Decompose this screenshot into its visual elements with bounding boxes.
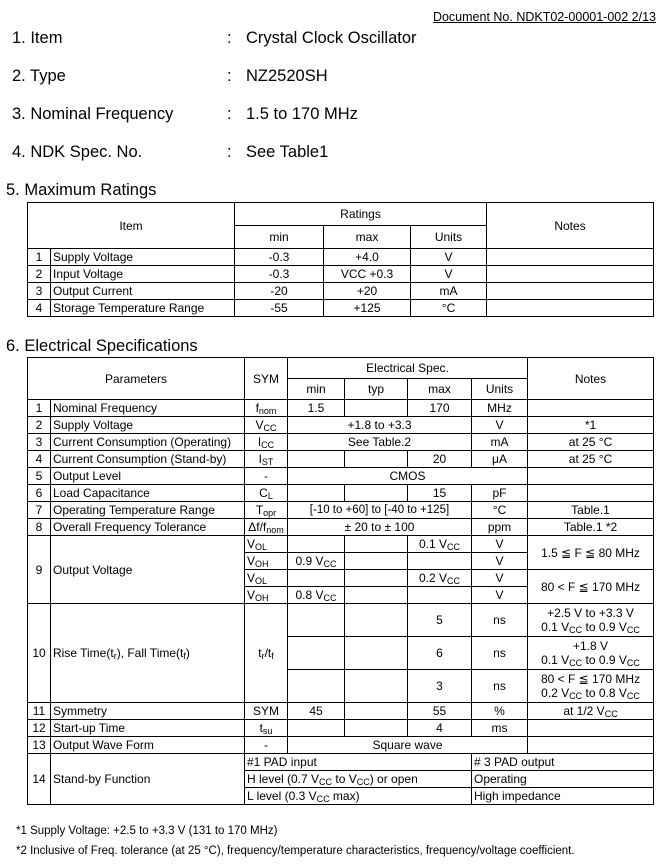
row-typ: [345, 587, 408, 604]
table-row: [28, 536, 654, 553]
row-max: 0.2 $V_{CC}$: [408, 570, 472, 587]
row-notes: 80 < F ≦ 170 MHz: [528, 570, 654, 604]
row-typ: [345, 570, 408, 587]
header-units: Units: [472, 379, 528, 400]
header-item: Item: [28, 203, 235, 249]
row-min: [288, 720, 345, 737]
row-parameter: Start-up Time: [51, 720, 245, 737]
row-max: 3: [408, 670, 472, 703]
row-min: -55: [235, 300, 324, 317]
header-notes: Notes: [487, 203, 654, 249]
header-max: max: [324, 226, 411, 249]
row-sym: $I_{ST}$: [245, 451, 288, 468]
row-min: [288, 536, 345, 553]
row-number: 13: [28, 737, 51, 754]
row-sym: $V_{CC}$: [245, 417, 288, 434]
row-typ: [345, 703, 408, 720]
row-max: 4: [408, 720, 472, 737]
row-parameter: Symmetry: [51, 703, 245, 720]
frequency-value: 1.5 to 170 MHz: [246, 105, 358, 123]
table-row: [28, 417, 654, 434]
row-notes: at 25 °C: [528, 451, 654, 468]
row-number: 8: [28, 519, 51, 536]
row-sym: $I_{CC}$: [245, 434, 288, 451]
row-max: 5: [408, 604, 472, 637]
row-max: [408, 587, 472, 604]
row-min: -0.3: [235, 249, 324, 266]
row-number: 3: [28, 283, 51, 300]
row-units: °C: [411, 300, 487, 317]
row-notes: +2.5 V to +3.3 V 0.1 $V_{CC}$ to 0.9 $V_{CC}$: [528, 604, 654, 637]
row-number: 5: [28, 468, 51, 485]
row-units: mA: [472, 434, 528, 451]
type-label: 2. Type: [12, 67, 66, 85]
row-min: [288, 637, 345, 670]
row-sym: $t_r/t_f$: [245, 604, 288, 703]
row-notes: [528, 737, 654, 754]
row-parameter: Overall Frequency Tolerance: [51, 519, 245, 536]
row-notes: [487, 300, 654, 317]
row-number: 10: [28, 604, 51, 703]
header-notes: Notes: [528, 358, 654, 400]
row-sym: $V_{OL}$: [245, 570, 288, 587]
standby-output: # 3 PAD output: [472, 754, 654, 771]
row-min: 1.5: [288, 400, 345, 417]
row-item: Storage Temperature Range: [51, 300, 235, 317]
row-parameter: Stand-by Function: [51, 754, 245, 805]
row-min: [288, 670, 345, 703]
max-ratings-table: [27, 202, 654, 317]
row-value: ± 20 to ± 100: [288, 519, 472, 536]
row-notes: *1: [528, 417, 654, 434]
row-parameter: Current Consumption (Stand-by): [51, 451, 245, 468]
item-value: Crystal Clock Oscillator: [246, 29, 417, 47]
row-notes: [487, 266, 654, 283]
table-row: [28, 485, 654, 502]
elec-spec-title: 6. Electrical Specifications: [6, 337, 198, 355]
row-item: Supply Voltage: [51, 249, 235, 266]
electrical-spec-table: [27, 357, 654, 805]
row-units: MHz: [472, 400, 528, 417]
header-typ: typ: [345, 379, 408, 400]
table-row: [28, 754, 654, 771]
row-min: 0.8 $V_{CC}$: [288, 587, 345, 604]
row-number: 3: [28, 434, 51, 451]
row-sym: -: [245, 468, 288, 485]
row-value: CMOS: [288, 468, 528, 485]
max-ratings-title: 5. Maximum Ratings: [6, 181, 157, 199]
table-row: [28, 249, 654, 266]
row-notes: [528, 468, 654, 485]
row-max: +4.0: [324, 249, 411, 266]
row-units: V: [411, 249, 487, 266]
table-row: [28, 451, 654, 468]
row-units: %: [472, 703, 528, 720]
colon: :: [227, 67, 232, 85]
row-notes: [487, 283, 654, 300]
row-units: V: [472, 536, 528, 553]
row-max: 55: [408, 703, 472, 720]
row-notes: Table.1: [528, 502, 654, 519]
row-typ: [345, 400, 408, 417]
row-max: VCC +0.3: [324, 266, 411, 283]
row-notes: [528, 720, 654, 737]
row-value: [-10 to +60] to [-40 to +125]: [288, 502, 472, 519]
row-parameter: Load Capacitance: [51, 485, 245, 502]
row-typ: [345, 720, 408, 737]
row-notes: 1.5 ≦ F ≦ 80 MHz: [528, 536, 654, 570]
row-units: μA: [472, 451, 528, 468]
row-units: °C: [472, 502, 528, 519]
row-notes: [487, 249, 654, 266]
row-typ: [345, 637, 408, 670]
row-parameter: Supply Voltage: [51, 417, 245, 434]
row-min: 0.9 $V_{CC}$: [288, 553, 345, 570]
row-typ: [345, 553, 408, 570]
row-min: -0.3: [235, 266, 324, 283]
row-max: 15: [408, 485, 472, 502]
footnote: *2 Inclusive of Freq. tolerance (at 25 °C), frequency/temperature characteristics, frequency/voltage coefficient.: [16, 845, 575, 857]
row-sym: $C_L$: [245, 485, 288, 502]
spec-no-label: 4. NDK Spec. No.: [12, 143, 143, 161]
row-units: V: [472, 587, 528, 604]
row-sym: $V_{OH}$: [245, 587, 288, 604]
row-typ: [345, 536, 408, 553]
row-notes: [528, 400, 654, 417]
type-value: NZ2520SH: [246, 67, 328, 85]
standby-input: H level (0.7 $V_{CC}$ to $V_{CC}$) or open: [245, 771, 472, 788]
table-row: [28, 737, 654, 754]
row-typ: [345, 604, 408, 637]
row-units: V: [472, 570, 528, 587]
row-value: See Table.2: [288, 434, 472, 451]
row-number: 2: [28, 266, 51, 283]
header-max: max: [408, 379, 472, 400]
row-number: 1: [28, 249, 51, 266]
row-max: [408, 553, 472, 570]
row-min: [288, 604, 345, 637]
row-units: V: [472, 417, 528, 434]
header-parameters: Parameters: [28, 358, 245, 400]
row-sym: $V_{OH}$: [245, 553, 288, 570]
spec-no-value: See Table1: [246, 143, 329, 161]
row-number: 12: [28, 720, 51, 737]
table-row: [28, 400, 654, 417]
standby-output: High impedance: [472, 788, 654, 805]
row-value: Square wave: [288, 737, 528, 754]
colon: :: [227, 105, 232, 123]
colon: :: [227, 143, 232, 161]
row-parameter: Current Consumption (Operating): [51, 434, 245, 451]
row-notes: +1.8 V 0.1 $V_{CC}$ to 0.9 $V_{CC}$: [528, 637, 654, 670]
row-sym: $t_{su}$: [245, 720, 288, 737]
table-row: [28, 604, 654, 637]
header-electrical-spec: Electrical Spec.: [288, 358, 528, 379]
row-typ: [345, 485, 408, 502]
item-label: 1. Item: [12, 29, 63, 47]
row-max: +20: [324, 283, 411, 300]
row-typ: [345, 670, 408, 703]
row-number: 7: [28, 502, 51, 519]
row-sym: $V_{OL}$: [245, 536, 288, 553]
colon: :: [227, 29, 232, 47]
row-sym: SYM: [245, 703, 288, 720]
table-row: [28, 502, 654, 519]
row-value: +1.8 to +3.3: [288, 417, 472, 434]
table-row: [28, 720, 654, 737]
row-typ: [345, 451, 408, 468]
row-parameter: Nominal Frequency: [51, 400, 245, 417]
frequency-label: 3. Nominal Frequency: [12, 105, 174, 123]
row-sym: $f_{nom}$: [245, 400, 288, 417]
row-number: 4: [28, 300, 51, 317]
row-parameter: Output Voltage: [51, 536, 245, 604]
table-row: [28, 519, 654, 536]
row-parameter: Operating Temperature Range: [51, 502, 245, 519]
row-sym: -: [245, 737, 288, 754]
row-max: 0.1 $V_{CC}$: [408, 536, 472, 553]
row-min: [288, 485, 345, 502]
row-min: 45: [288, 703, 345, 720]
row-number: 14: [28, 754, 51, 805]
row-units: mA: [411, 283, 487, 300]
row-parameter: Output Level: [51, 468, 245, 485]
table-row: [28, 468, 654, 485]
row-parameter: Rise $Time(t_r)$, Fall $Time(t_f)$: [51, 604, 245, 703]
row-units: ns: [472, 637, 528, 670]
row-max: 6: [408, 637, 472, 670]
table-row: [28, 266, 654, 283]
row-units: V: [472, 553, 528, 570]
row-units: ppm: [472, 519, 528, 536]
document-number: Document No. NDKT02-00001-002 2/13: [432, 10, 656, 24]
row-number: 2: [28, 417, 51, 434]
row-units: V: [411, 266, 487, 283]
row-max: 170: [408, 400, 472, 417]
row-notes: [528, 485, 654, 502]
row-min: -20: [235, 283, 324, 300]
header-min: min: [235, 226, 324, 249]
table-row: [28, 300, 654, 317]
row-notes: at 1/2 $V_{CC}$: [528, 703, 654, 720]
header-sym: SYM: [245, 358, 288, 400]
row-sym: $T_{opr}$: [245, 502, 288, 519]
row-item: Output Current: [51, 283, 235, 300]
row-units: ms: [472, 720, 528, 737]
row-units: ns: [472, 670, 528, 703]
row-min: [288, 451, 345, 468]
footnote: *1 Supply Voltage: +2.5 to +3.3 V (131 to 170 MHz): [16, 825, 278, 837]
row-units: pF: [472, 485, 528, 502]
row-notes: at 25 °C: [528, 434, 654, 451]
table-row: [28, 434, 654, 451]
row-max: 20: [408, 451, 472, 468]
row-number: 9: [28, 536, 51, 604]
row-notes: Table.1 *2: [528, 519, 654, 536]
row-item: Input Voltage: [51, 266, 235, 283]
row-number: 1: [28, 400, 51, 417]
row-units: ns: [472, 604, 528, 637]
header-min: min: [288, 379, 345, 400]
row-number: 11: [28, 703, 51, 720]
standby-input: L level (0.3 $V_{CC}$ max): [245, 788, 472, 805]
row-max: +125: [324, 300, 411, 317]
row-sym: $\Delta f/f_{nom}$: [245, 519, 288, 536]
standby-input: #1 PAD input: [245, 754, 472, 771]
table-row: [28, 703, 654, 720]
row-parameter: Output Wave Form: [51, 737, 245, 754]
header-ratings: Ratings: [235, 203, 487, 226]
row-number: 6: [28, 485, 51, 502]
row-min: [288, 570, 345, 587]
header-units: Units: [411, 226, 487, 249]
row-number: 4: [28, 451, 51, 468]
row-notes: 80 < F ≦ 170 MHz 0.2 $V_{CC}$ to 0.8 $V_{CC}$: [528, 670, 654, 703]
standby-output: Operating: [472, 771, 654, 788]
table-row: [28, 283, 654, 300]
